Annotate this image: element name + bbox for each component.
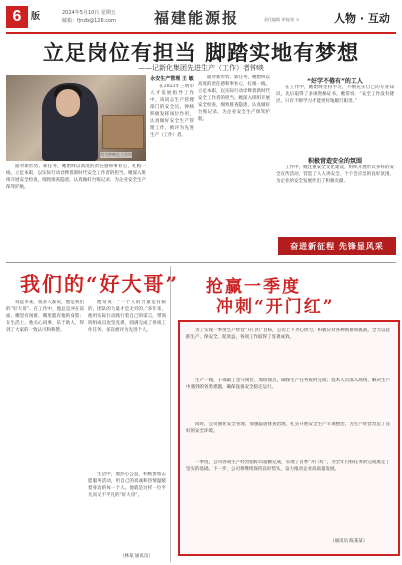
issue-date: 2024年5月10日 星期五 xyxy=(62,10,116,16)
article3-title-line2: 冲刺“开门红” xyxy=(216,297,335,317)
article3-body2: 生产一线，干部职工坚守岗位，加班加点，确保生产任务按时完成；技术人员深入现场，解决生产中遇到的各类难题，确保设备安全稳定运行。 xyxy=(186,378,390,390)
section-divider xyxy=(6,262,396,263)
photo-face xyxy=(56,89,80,117)
header-rule xyxy=(6,32,396,34)
article3-signature: （通讯员 陈某某） xyxy=(330,539,368,544)
article1-col3: 在工作中，她始终坚持学习，不断充实自己的专业知识，先后取得了多项资格证书。她常说：“安全工作没有捷径，只有不断学习才能更好地履行职责。” xyxy=(276,85,394,104)
article2-signature: （林某 通讯员） xyxy=(120,554,153,559)
article1-byline: 永安生产管理 王 敏 xyxy=(150,76,194,82)
article3-body1: 为了实现一季度生产经营“开门红”目标，公司上下齐心协力，积极应对各种困难和挑战，全力以赴抓生产、保安全、促效益，各项工作取得了显著成效。 xyxy=(186,328,390,340)
column-divider xyxy=(170,266,171,562)
article3-body4: 一季度，公司各项生产经营指标均超额完成，实现了首季“开门红”，为全年目标任务的完成奠定了坚实的基础。下一步，公司将继续保持良好势头，奋力推动企业高质量发展。 xyxy=(186,460,390,472)
article1-col1: 面对新形势、新任务，她始终以高度的责任感和事业心，扎根一线，立足本职，以实际行动诠释着新时代安全工作者的担当。她深入班组开展安全检查，细致排查隐患，认真做好台账记录，为企业安全生产保驾护航。 xyxy=(6,164,146,190)
article3-title-line1: 抢赢一季度 xyxy=(206,277,301,297)
article1-col3-heading: “好学不倦有”的工人 xyxy=(307,78,363,85)
article1-banner: 奋进新征程 先锋显风采 xyxy=(278,237,396,255)
page-number: 6 xyxy=(6,6,28,28)
article1-lead: 在2023年三明市人才发展指导工作中，该同志生产管理部门的安全员，钟映积极发挥岗位作用，认真做好安全生产管理工作，被评为先进生产（工作）者。 xyxy=(150,84,194,138)
article1-photo xyxy=(6,75,146,161)
editor-credits: 责任编辑 审校/张 × xyxy=(264,17,300,22)
photo-caption: 图为钟映在工作中 xyxy=(100,152,132,157)
page-header xyxy=(6,6,396,32)
article2-body1: 说起李某，很多人都说，他是我们的“好大哥”。在工作中，他总是冲在前面，哪里有困难，哪里就有他的身影；在生活上，他关心同事，乐于助人，得到了大家的一致认可和称赞。 xyxy=(6,300,84,333)
article2-body3: 生活中，他热心公益，积极参加志愿服务活动，用自己的真诚和热情温暖着身边的每一个人。他就是这样一位平凡而又不平凡的“好大哥”。 xyxy=(88,472,166,498)
edition-label: 版 xyxy=(31,11,41,21)
article3-body3: 同时，公司强化安全管理，加强隐患排查治理，扎实开展安全生产专项整治，为生产经营营造了良好的安全环境。 xyxy=(186,422,390,434)
article1-col4-heading: 积极营造安全的氛围 xyxy=(307,158,362,165)
article1-col4: 工作中，她注重安全文化建设，组织开展形式多样的安全宣传活动，营造了人人讲安全、个个会应急的良好氛围，为企业的安全发展作出了积极贡献。 xyxy=(276,165,394,184)
photo-equipment xyxy=(102,115,144,149)
article2-body2: 他常说：“一个人的力量是有限的，团队的力量才是无穷的。”多年来，他用实际行动践行着自己的诺言，带领班组成员攻坚克难，圆满完成了各项工作任务，多次被评为先进个人。 xyxy=(88,300,166,333)
article3-frame xyxy=(178,320,400,556)
article1-title: 立足岗位有担当 脚踏实地有梦想 xyxy=(42,41,360,65)
masthead-logo: 福建能源报 xyxy=(154,9,240,27)
contact-email: 邮箱：fjnzb@126.com xyxy=(62,18,116,24)
section-title: 人物 · 互动 xyxy=(334,12,390,25)
article1-col2: 面对新形势、新任务，她始终以高度的责任感和事业心，扎根一线，立足本职，以实际行动诠释着新时代安全工作者的担当。她深入班组开展安全检查，细致排查隐患，认真做好台账记录，为企业安全生产保驾护航。 xyxy=(198,75,270,122)
article2-title: 我们的“好大哥” xyxy=(20,272,180,296)
article1-subtitle: ——记新化集团先进生产（工作）者钟映 xyxy=(138,64,264,72)
